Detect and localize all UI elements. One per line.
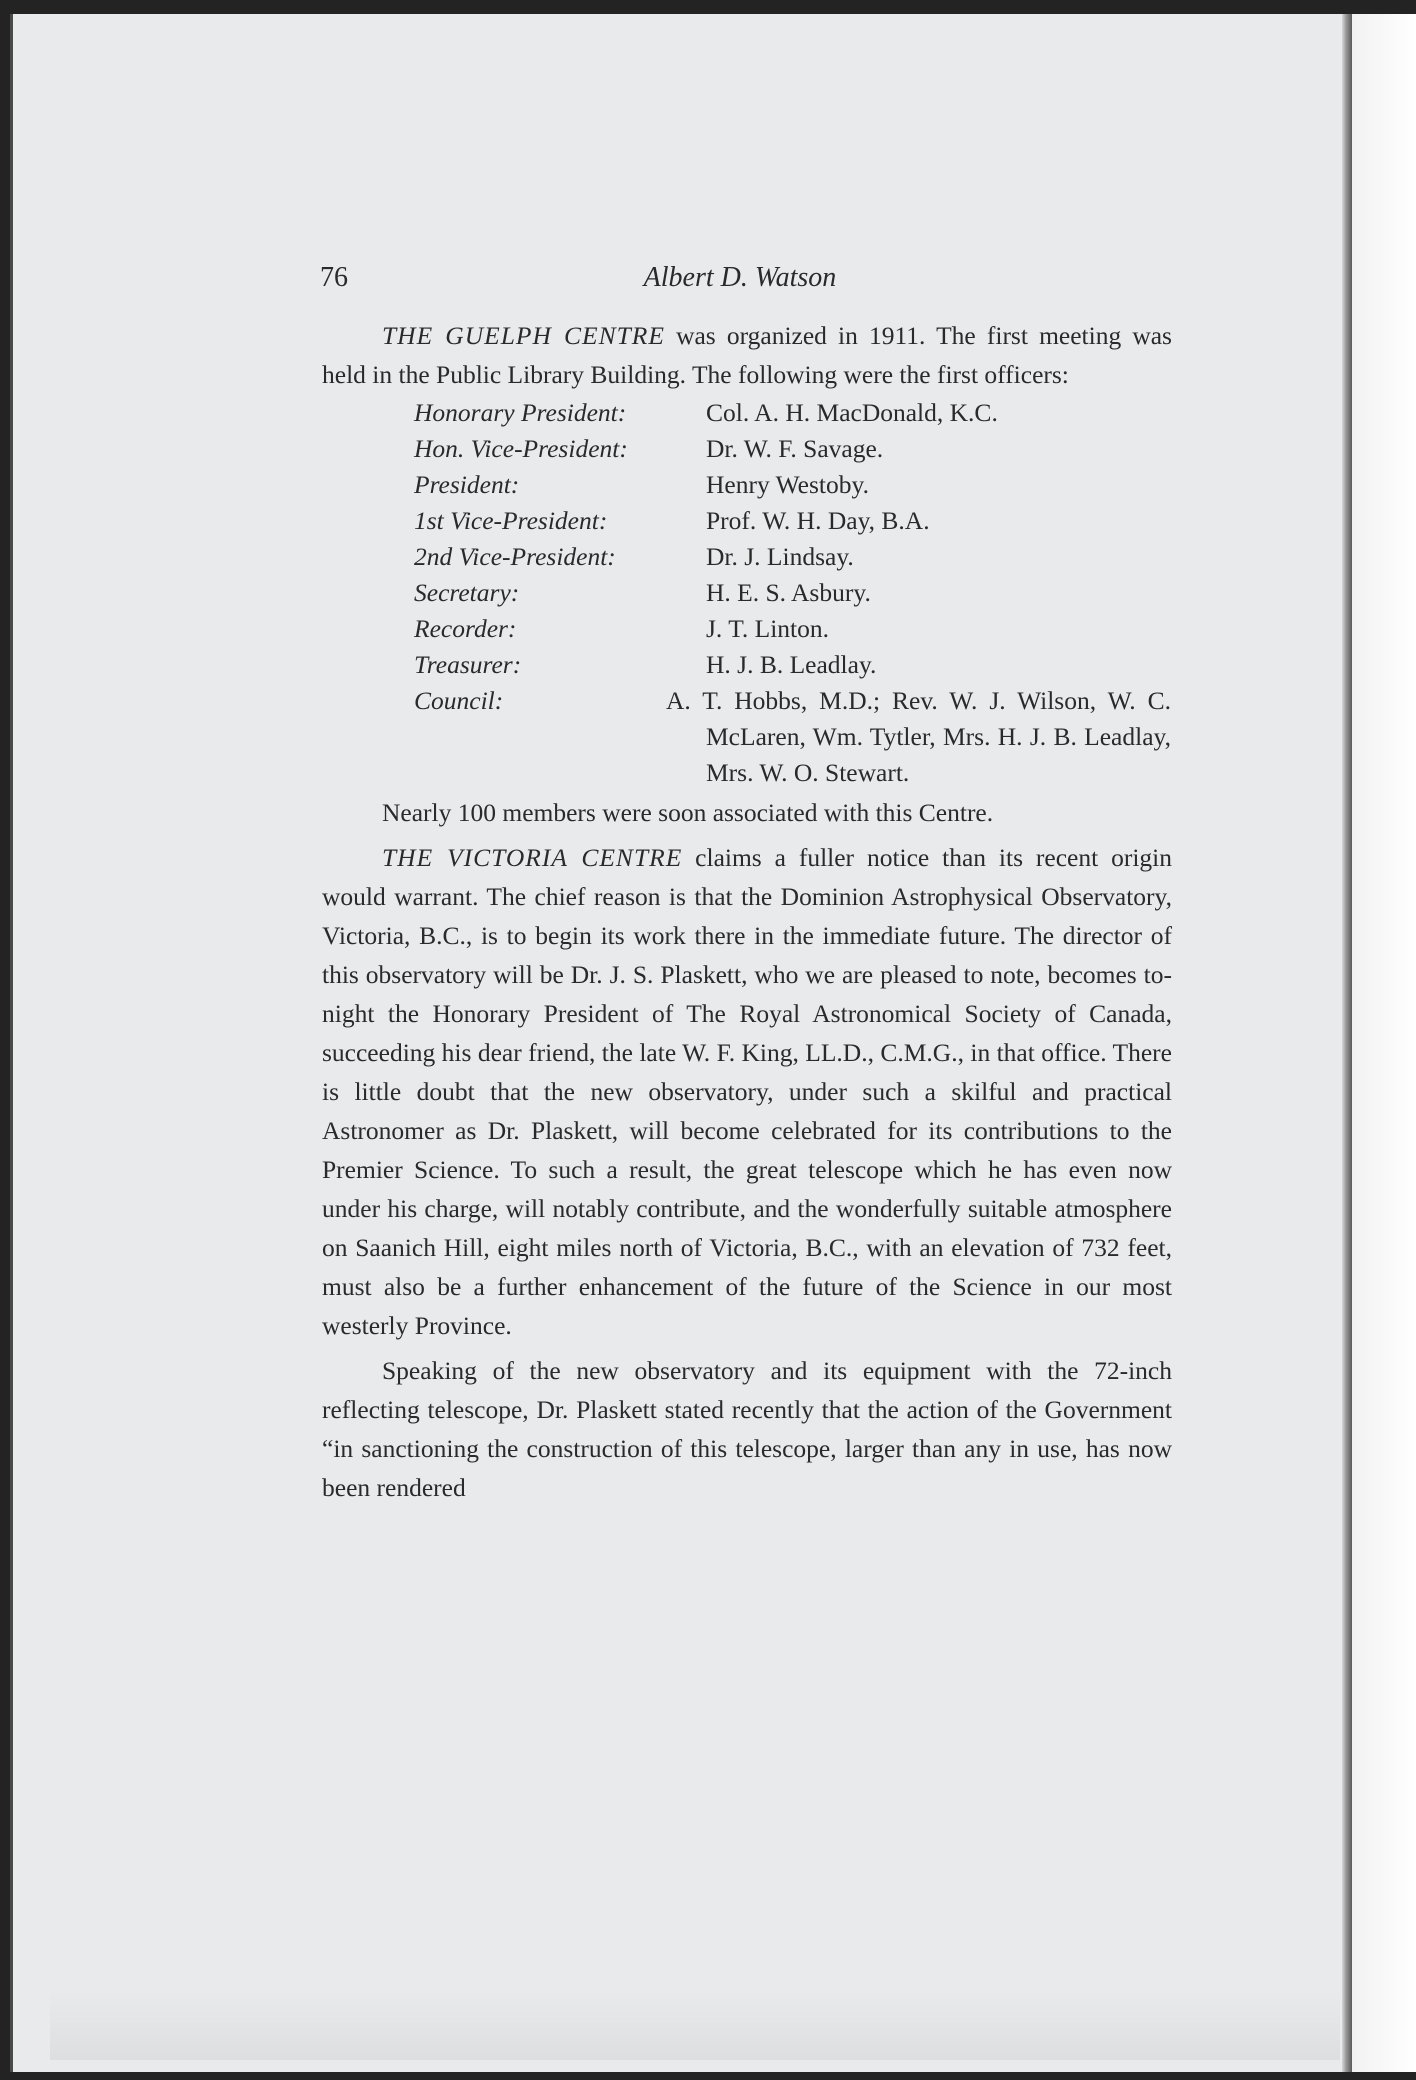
officer-row [414,647,1171,683]
officer-row [414,611,1171,647]
page-body [322,316,1172,1507]
officer-name: H. J. B. Leadlay. [706,650,877,679]
officer-role: Hon. Vice-President: [414,434,628,463]
victoria-lead: THE VICTORIA CENTRE [382,843,683,872]
officer-name: A. T. Hobbs, M.D.; Rev. W. J. Wilson, W. C. McLaren, Wm. Tytler, Mrs. H. J. B. Leadlay, Mrs. W. O. Stewart. [666,686,1171,787]
officer-role: 2nd Vice-President: [414,542,616,571]
victoria-text: claims a fuller notice than its recent origin would warrant. The chief reason is that the Dominion Astrophysical Observatory, Victoria, B.C., is to begin its work there in the immediate future. The director of this observatory will be Dr. J. S. Plaskett, who we are pleased to note, becomes to-night the Honorary President of The Royal Astronomical Society of Canada, succeeding his dear friend, the late W. F. King, LL.D., C.M.G., in that office. There is little doubt that the new observatory, under such a skilful and practical Astronomer as Dr. Plaskett, will become celebrated for its contributions to the Premier Science. To such a result, the great telescope which he has even now under his charge, will notably contribute, and the wonderfully suitable atmosphere on Saanich Hill, eight miles north of Victoria, B.C., with an elevation of 732 feet, must also be a further enhancement of the future of the Science in our most westerly Province. [322,843,1172,1340]
officer-name: Dr. J. Lindsay. [706,542,854,571]
officer-name: Henry Westoby. [706,470,869,499]
members-note: Nearly 100 members were soon associated with this Centre. [382,798,994,827]
page-spine-shadow [1342,14,1352,2072]
officer-name: Col. A. H. MacDonald, K.C. [706,398,998,427]
officers-table [414,395,1171,791]
officer-name: H. E. S. Asbury. [706,578,871,607]
running-head: Albert D. Watson [643,262,837,293]
officer-role: Recorder: [414,614,517,643]
officer-row [414,539,1171,575]
guelph-lead: THE GUELPH CENTRE [382,321,665,350]
officer-role: 1st Vice-President: [414,506,608,535]
officer-row [414,467,1171,503]
guelph-intro-text: was organized in 1911. The first meeting was held in the Public Library Building. The following were the first officers: [322,321,1172,389]
officer-row [414,395,1171,431]
guelph-intro-paragraph [322,316,1172,394]
officer-name: J. T. Linton. [706,614,830,643]
officer-role: Council: [414,686,504,715]
victoria-paragraph [322,838,1172,1345]
officer-role: President: [414,470,520,499]
officer-row [414,503,1171,539]
officer-row [414,431,1171,467]
page-header [320,262,1160,302]
officer-name: Prof. W. H. Day, B.A. [706,506,930,535]
page-number: 76 [320,262,348,293]
facing-page-edge [1352,14,1416,2072]
page-bottom-shadow [50,1990,1340,2060]
officer-role: Secretary: [414,578,520,607]
officer-role: Treasurer: [414,650,522,679]
closing-paragraph: Speaking of the new observatory and its equipment with the 72-inch reflecting telescope, Dr. Plaskett stated recently that the action of the Government “in sanctioning the construction of this telescope, larger than any in use, has now been rendered [322,1356,1172,1502]
officer-row [414,575,1171,611]
officer-row [414,683,1171,791]
officer-name: Dr. W. F. Savage. [706,434,884,463]
officer-role: Honorary President: [414,398,627,427]
